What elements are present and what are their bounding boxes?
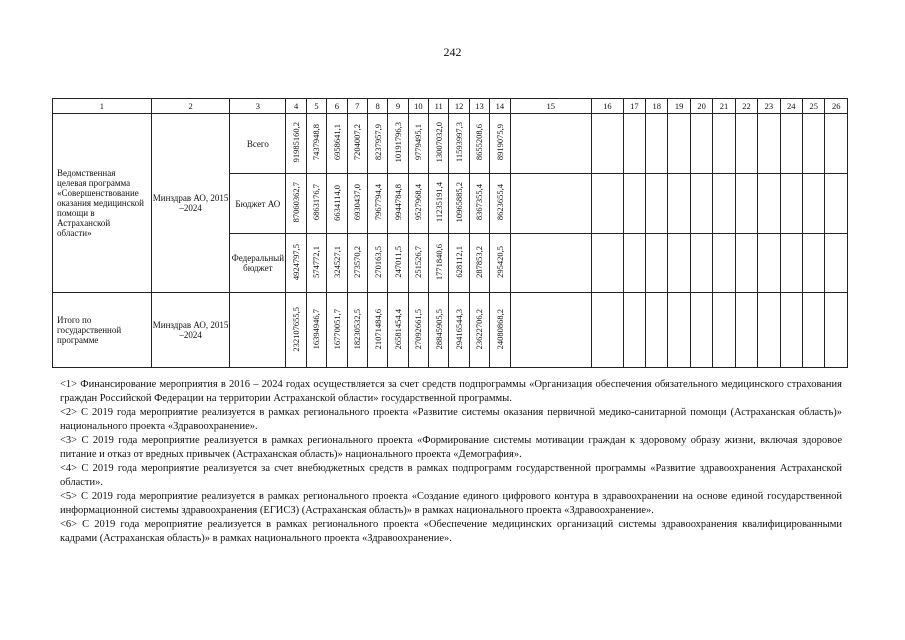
footnote: <3> С 2019 года мероприятие реализуется в рамках регионального проекта «Формирование системы мотивации граждан к здоровому образу жизни, включая здоровое питание и отказ от вредных привычек (Астраханская область)» национального проекта «Демография». [60, 435, 842, 460]
amount-cell: 23622706,2 [469, 293, 489, 368]
amount-cell: 8919075,9 [490, 114, 510, 174]
col-header: 21 [713, 99, 735, 114]
col-header: 14 [490, 99, 510, 114]
amount-cell: 287853,2 [469, 234, 489, 293]
empty-cell [780, 234, 802, 293]
empty-cell [713, 293, 735, 368]
col-header: 26 [825, 99, 848, 114]
budget-table [52, 98, 848, 368]
empty-cell [803, 293, 825, 368]
col-header: 25 [803, 99, 825, 114]
col-header: 5 [306, 99, 326, 114]
col-header: 12 [449, 99, 469, 114]
empty-cell [735, 114, 757, 174]
funding-source: Бюджет АО [230, 174, 286, 234]
empty-cell [780, 174, 802, 234]
empty-cell [623, 114, 645, 174]
empty-cell [646, 114, 668, 174]
amount-cell: 8237957,9 [367, 114, 387, 174]
empty-cell [510, 114, 592, 174]
total-name: Итого по государственной программе [53, 293, 152, 368]
amount-cell: 28845905,5 [429, 293, 449, 368]
footnote: <5> С 2019 года мероприятие реализуется в рамках регионального проекта «Создание единого цифрового контура в здравоохранении на основе единой государственной информационной системы здравоохранения (ЕГИСЗ) (Астраханская область)» в рамках национального проекта «Здравоохранение». [60, 491, 842, 516]
empty-cell [668, 293, 690, 368]
empty-cell [623, 234, 645, 293]
col-header: 17 [623, 99, 645, 114]
empty-cell [646, 234, 668, 293]
amount-cell: 21071484,6 [367, 293, 387, 368]
amount-cell: 9944784,8 [388, 174, 408, 234]
amount-cell: 29416544,3 [449, 293, 469, 368]
empty-cell [803, 234, 825, 293]
empty-cell [803, 174, 825, 234]
empty-cell [690, 174, 712, 234]
amount-cell: 11593997,3 [449, 114, 469, 174]
amount-cell: 1771840,6 [429, 234, 449, 293]
amount-cell: 24080868,2 [490, 293, 510, 368]
col-header: 15 [510, 99, 592, 114]
col-header: 2 [151, 99, 229, 114]
col-header: 1 [53, 99, 152, 114]
col-header: 18 [646, 99, 668, 114]
amount-cell: 18230532,5 [347, 293, 367, 368]
amount-cell: 232107655,5 [286, 293, 306, 368]
table-row-total [53, 293, 848, 368]
amount-cell: 9779495,1 [408, 114, 428, 174]
empty-cell [690, 114, 712, 174]
empty-cell [780, 114, 802, 174]
col-header: 22 [735, 99, 757, 114]
empty-cell [230, 293, 286, 368]
amount-cell: 16770051,7 [327, 293, 347, 368]
col-header: 23 [758, 99, 780, 114]
empty-cell [510, 174, 592, 234]
amount-cell: 11235191,4 [429, 174, 449, 234]
page-number: 242 [443, 45, 462, 59]
amount-cell: 628112,1 [449, 234, 469, 293]
responsible-executor: Минздрав АО, 2015 –2024 [151, 114, 229, 293]
amount-cell: 10191796,3 [388, 114, 408, 174]
empty-cell [668, 234, 690, 293]
empty-cell [592, 234, 624, 293]
amount-cell: 13007032,0 [429, 114, 449, 174]
col-header: 4 [286, 99, 306, 114]
footnote: <4> С 2019 года мероприятие реализуется за счет внебюджетных средств в рамках подпрограмм государственной программы «Развитие здравоохранения Астраханской области». [60, 463, 842, 488]
amount-cell: 7437948,8 [306, 114, 326, 174]
footnote: <1> Финансирование мероприятия в 2016 – 2024 годах осуществляется за счет средств подпрограммы «Организация обеспечения обязательного медицинского страхования граждан Российской Федерации на территории Астраханской области» государственной программы. [60, 379, 842, 404]
empty-cell [623, 174, 645, 234]
col-header: 16 [592, 99, 624, 114]
amount-cell: 10965885,2 [449, 174, 469, 234]
empty-cell [735, 293, 757, 368]
header-row [53, 99, 848, 114]
amount-cell: 87060362,7 [286, 174, 306, 234]
funding-source: Всего [230, 114, 286, 174]
amount-cell: 4924797,5 [286, 234, 306, 293]
amount-cell: 91985160,2 [286, 114, 306, 174]
footnotes [60, 378, 842, 546]
amount-cell: 6958641,1 [327, 114, 347, 174]
empty-cell [780, 293, 802, 368]
empty-cell [713, 234, 735, 293]
empty-cell [825, 234, 848, 293]
empty-cell [592, 174, 624, 234]
col-header: 11 [429, 99, 449, 114]
amount-cell: 6863176,7 [306, 174, 326, 234]
empty-cell [825, 174, 848, 234]
col-header: 3 [230, 99, 286, 114]
amount-cell: 324527,1 [327, 234, 347, 293]
amount-cell: 8655208,6 [469, 114, 489, 174]
empty-cell [758, 174, 780, 234]
empty-cell [510, 234, 592, 293]
amount-cell: 9527968,4 [408, 174, 428, 234]
empty-cell [825, 293, 848, 368]
col-header: 24 [780, 99, 802, 114]
empty-cell [668, 174, 690, 234]
funding-source: Федеральный бюджет [230, 234, 286, 293]
empty-cell [646, 293, 668, 368]
empty-cell [592, 114, 624, 174]
empty-cell [690, 234, 712, 293]
empty-cell [592, 293, 624, 368]
amount-cell: 273570,2 [347, 234, 367, 293]
amount-cell: 16394946,7 [306, 293, 326, 368]
amount-cell: 8367355,4 [469, 174, 489, 234]
footnote: <2> С 2019 года мероприятие реализуется в рамках регионального проекта «Развитие системы оказания первичной медико-санитарной помощи (Астраханская область)» национального проекта «Здравоохранение». [60, 407, 842, 432]
col-header: 7 [347, 99, 367, 114]
amount-cell: 270163,5 [367, 234, 387, 293]
responsible-executor: Минздрав АО, 2015 –2024 [151, 293, 229, 368]
empty-cell [735, 234, 757, 293]
amount-cell: 574772,1 [306, 234, 326, 293]
program-name: Ведомственная целевая программа «Совершенствование оказания медицинской помощи в Астраханской области» [53, 114, 152, 293]
empty-cell [690, 293, 712, 368]
amount-cell: 6930437,0 [347, 174, 367, 234]
empty-cell [758, 293, 780, 368]
footnote: <6> С 2019 года мероприятие реализуется в рамках регионального проекта «Обеспечение медицинских организаций системы здравоохранения квалифицированными кадрами (Астраханская область)» в рамках национального проекта «Здравоохранение». [60, 519, 842, 544]
amount-cell: 8623655,4 [490, 174, 510, 234]
col-header: 10 [408, 99, 428, 114]
empty-cell [758, 114, 780, 174]
amount-cell: 27092661,5 [408, 293, 428, 368]
empty-cell [758, 234, 780, 293]
amount-cell: 295420,5 [490, 234, 510, 293]
amount-cell: 6634114,0 [327, 174, 347, 234]
col-header: 6 [327, 99, 347, 114]
empty-cell [713, 114, 735, 174]
table-row [53, 114, 848, 174]
empty-cell [803, 114, 825, 174]
empty-cell [668, 114, 690, 174]
col-header: 13 [469, 99, 489, 114]
amount-cell: 7967794,4 [367, 174, 387, 234]
col-header: 8 [367, 99, 387, 114]
empty-cell [735, 174, 757, 234]
empty-cell [623, 293, 645, 368]
col-header: 19 [668, 99, 690, 114]
col-header: 9 [388, 99, 408, 114]
amount-cell: 26581454,4 [388, 293, 408, 368]
empty-cell [713, 174, 735, 234]
amount-cell: 251526,7 [408, 234, 428, 293]
col-header: 20 [690, 99, 712, 114]
amount-cell: 7204007,2 [347, 114, 367, 174]
empty-cell [825, 114, 848, 174]
amount-cell: 247011,5 [388, 234, 408, 293]
empty-cell [510, 293, 592, 368]
empty-cell [646, 174, 668, 234]
